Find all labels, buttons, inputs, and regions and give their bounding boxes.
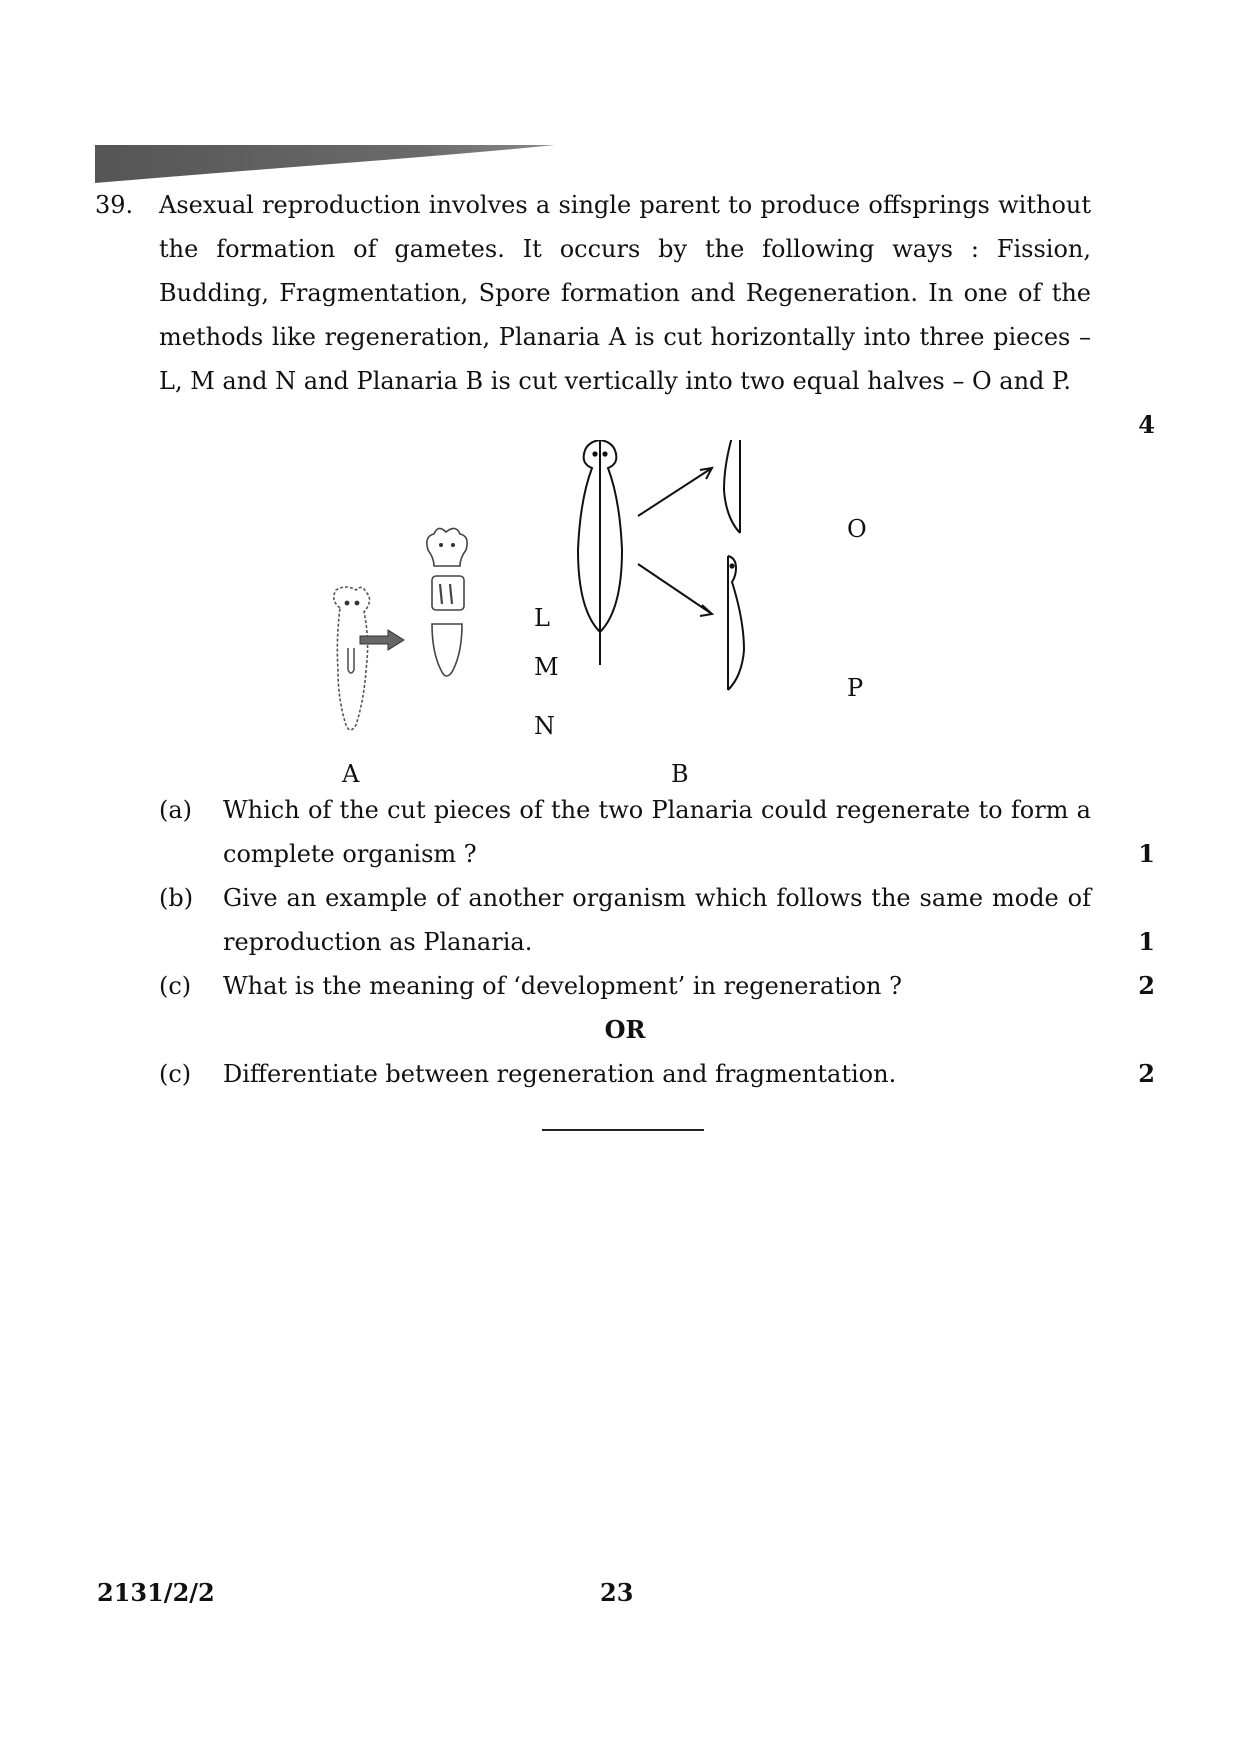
subquestion-text: What is the meaning of ‘development’ in regeneration ? [223,972,903,1000]
subquestion-text: Differentiate between regeneration and fragmentation. [223,1060,897,1088]
subquestion-text: Which of the cut pieces of the two Planaria could regenerate to form a complete organism ? [223,796,1091,868]
subquestion-marks: 1 [1138,839,1155,868]
subquestion-marks: 2 [1138,1059,1155,1088]
subquestions [95,0,1155,1755]
label-o: O [847,515,867,543]
label-b: B [671,760,689,788]
subquestion-label: (c) [159,1060,192,1088]
label-p: P [847,674,864,702]
end-rule [542,1129,704,1131]
label-m: M [534,653,559,681]
or-divider: OR [604,1015,646,1044]
question-number: 39. [95,191,134,219]
subquestion-marks: 2 [1138,971,1155,1000]
label-a: A [342,760,360,788]
label-l: L [534,604,550,632]
footer-code: 2131/2/2 [97,1578,215,1607]
question-marks: 4 [1138,410,1155,439]
subquestion-text: Give an example of another organism which follows the same mode of reproduction as Planaria. [223,884,1091,956]
subquestion-marks: 1 [1138,927,1155,956]
subquestion-label: (b) [159,884,194,912]
subquestion-label: (c) [159,972,192,1000]
question-text: Asexual reproduction involves a single parent to produce offsprings without the formation of gametes. It occurs by the following ways : Fission, Budding, Fragmentation, Spore formation and Regeneration. In one of the methods like regeneration, Planaria A is cut horizontally into three pieces – L, M and N and Planaria B is cut vertically into two equal halves – O and P. [159,191,1091,395]
label-n: N [534,712,555,740]
page-number: 23 [600,1578,634,1607]
subquestion-label: (a) [159,796,193,824]
